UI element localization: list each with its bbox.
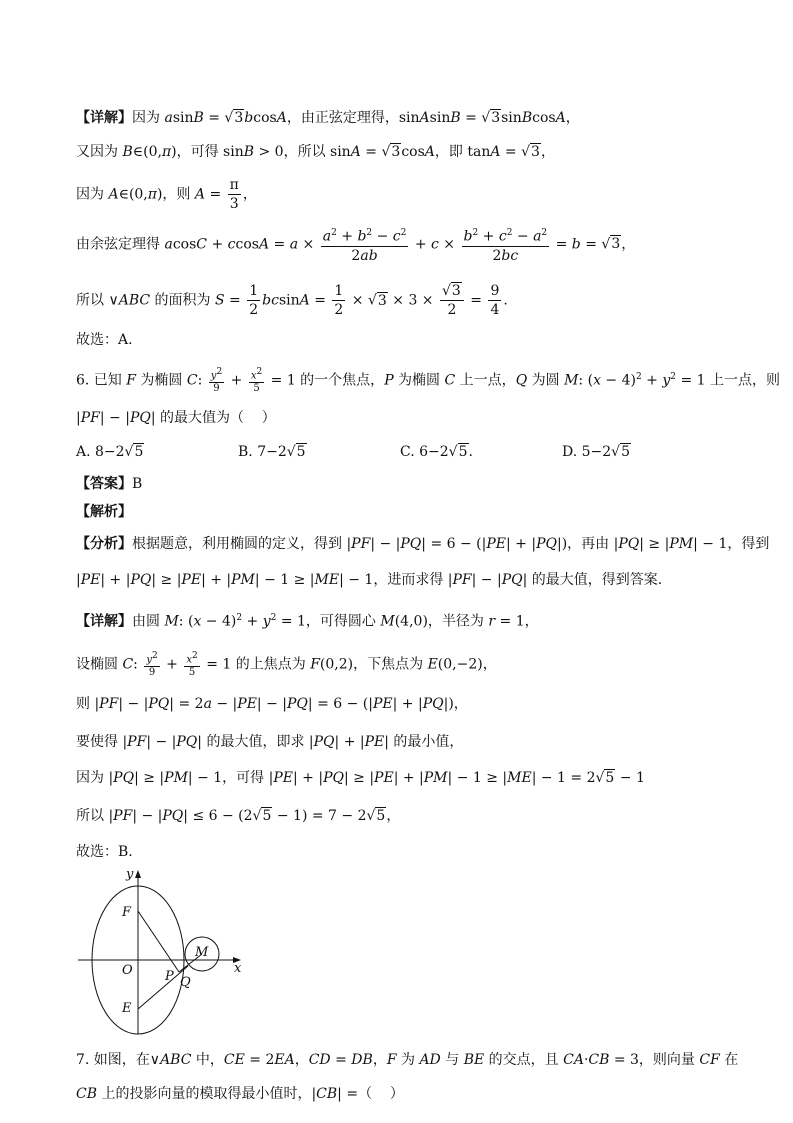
fenxi-line-1: 【分析】根据题意，利用椭圆的定义，得到 |PF| − |PQ| = 6 − (|PE| + |PQ|)，再由 |PQ| ≥ |PM| − 1，得到 <box>76 536 770 552</box>
detail-line-1: 【详解】由圆 M: $(x - 4)^2 + y^2 = 1$，可得圆心 M(4,0)，半径为 r = 1， <box>76 613 539 630</box>
label-o: O <box>122 963 133 978</box>
answer-tag: 【答案】 <box>76 476 132 492</box>
p5-line-1 <box>76 108 580 128</box>
y-axis-arrow <box>135 870 141 878</box>
detail-line-2: 设椭圆 C: $\frac{y^2}{9}$ + $\frac{x^2}{5}$ = 1 的上焦点为 F(0,2)，下焦点为 E(0,−2)， <box>76 651 497 679</box>
p5-line-4: 由余弦定理得 acosC + ccosA = a × $\frac{a^2 + b^2 - c^2}{2ab}$ + c × $\frac{b^2 + c^2 - a^2}{2bc}$ = b = √3， <box>76 224 635 265</box>
option-b: B. 7−2√5 <box>238 444 306 460</box>
fenxi-line-2: |PE| + |PQ| ≥ |PE| + |PM| − 1 ≥ |ME| − 1，进而求得 |PF| − |PQ| 的最大值，得到答案. <box>76 572 663 588</box>
q6-stem-line-1: 6. 已知 F 为椭圆 C: $\frac{y^2}{9}$ + $\frac{x^2}{5}$ = 1 的一个焦点，P 为椭圆 C 上一点，Q 为圆 M: $(x - 4)^2 + y^2 = 1$ 上一点，则 <box>76 367 780 395</box>
segment-fp <box>138 911 179 972</box>
answer-value: B <box>132 476 143 492</box>
answer-line <box>76 474 142 494</box>
q7-stem-line-2: CB 上的投影向量的模取得最小值时，|CB| =（ ） <box>76 1086 404 1102</box>
option-d: D. 5−2√5 <box>562 444 631 460</box>
p5-l1-text: 因为 asinB = √3bcosA，由正弦定理得，sinAsinB = √3sinBcosA， <box>132 110 580 126</box>
analysis-heading: 【解析】 <box>76 504 132 520</box>
option-b-label: B. <box>238 444 253 460</box>
option-c: C. 6−2√5. <box>400 444 473 460</box>
fenxi-tag: 【分析】 <box>76 536 132 552</box>
option-a: A. 8−2√5 <box>76 444 144 460</box>
detail-tag: 【详解】 <box>76 110 132 126</box>
label-y: y <box>126 867 134 882</box>
option-c-label: C. <box>400 444 415 460</box>
label-m: M <box>195 945 209 960</box>
p5-line-2: 又因为 B∈(0,π)，可得 sinB > 0，所以 sinA = √3cosA，即 tanA = √3， <box>76 144 555 160</box>
option-a-label: A. <box>76 444 91 460</box>
label-x: x <box>234 961 242 976</box>
label-q: Q <box>180 975 191 990</box>
detail-line-4: 要使得 |PF| − |PQ| 的最大值，即求 |PQ| + |PE| 的最小值， <box>76 734 464 750</box>
detail-tag-2: 【详解】 <box>76 613 132 630</box>
ellipse-circle-figure <box>76 866 256 1036</box>
q7-stem-line-1: 7. 如图，在∨ABC 中，CE = 2EA，CD = DB，F 为 AD 与 BE 的交点，且 CA·CB = 3，则向量 CF 在 <box>76 1052 739 1068</box>
detail-line-5: 因为 |PQ| ≥ |PM| − 1，可得 |PE| + |PQ| ≥ |PE| + |PM| − 1 ≥ |ME| − 1 = 2√5 − 1 <box>76 770 645 786</box>
label-f: F <box>122 905 132 920</box>
detail-line-7: 故选：B. <box>76 844 133 860</box>
label-p: P <box>165 969 174 984</box>
q6-stem-line-2: |PF| − |PQ| 的最大值为（ ） <box>76 410 276 426</box>
option-d-label: D. <box>562 444 578 460</box>
detail-line-3: 则 |PF| − |PQ| = 2a − |PE| − |PQ| = 6 − (|PE| + |PQ|)， <box>76 696 468 712</box>
p5-line-6: 故选：A. <box>76 332 133 348</box>
detail-line-6: 所以 |PF| − |PQ| ≤ 6 − (2√5 − 1) = 7 − 2√5， <box>76 808 401 824</box>
label-e: E <box>122 1001 132 1016</box>
p5-line-5: 所以 ∨ABC 的面积为 S = $\frac{1}{2}$ bcsinA = $\frac{1}{2}$ × √3 × 3 × $\frac{√3}{2}$ = $\frac{9}{4}$ . <box>76 283 508 318</box>
p5-line-3: 因为 A∈(0,π)，则 A = $\frac{\pi}{3}$ ， <box>76 177 257 212</box>
